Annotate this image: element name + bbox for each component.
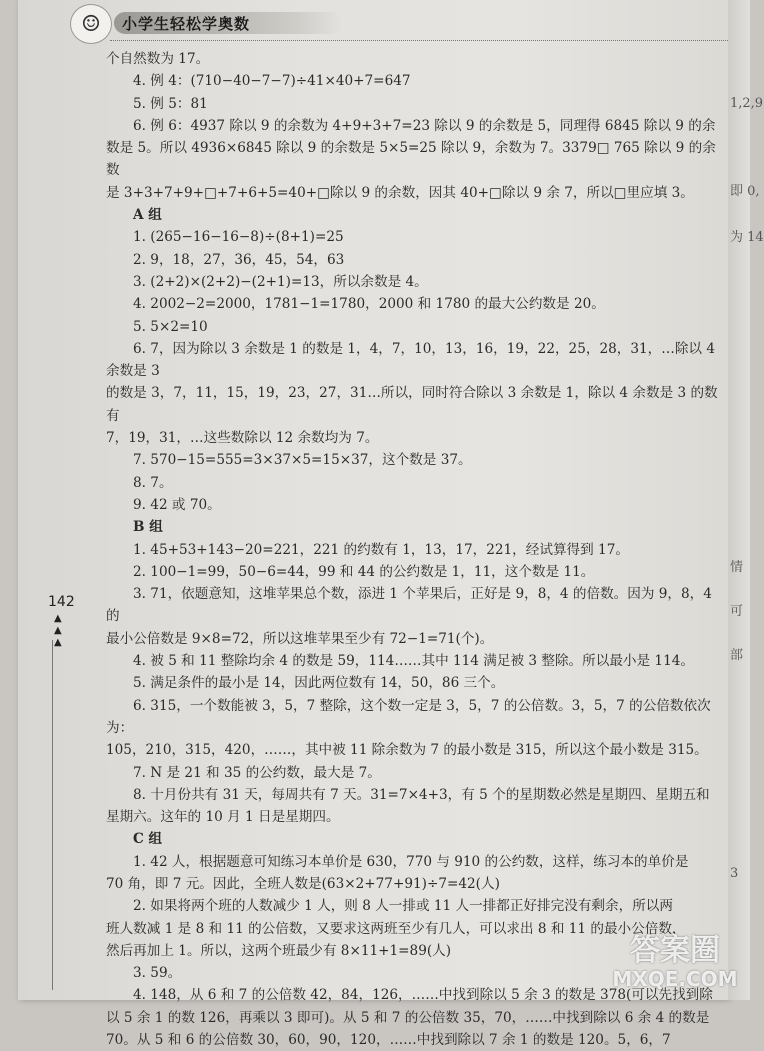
text-line: 5. 例 5：81 bbox=[133, 95, 208, 112]
triangle-icon: ▲ bbox=[54, 625, 62, 636]
section-heading: A 组 bbox=[133, 207, 162, 224]
text-line: 4. 2002−2=2000，1781−1=1780，2000 和 1780 的最大公约数是 20。 bbox=[133, 296, 605, 313]
text-line: 班人数减 1 是 8 和 11 的公倍数，又要求这两班至少有几人，可以求出 8 和 11 的最小公倍数， bbox=[106, 920, 686, 937]
text-line: 4. 148，从 6 和 7 的公倍数 42，84，126，……中找到除以 5 余 3 的数是 378(可以先找到除 bbox=[133, 987, 713, 1004]
watermark bbox=[600, 935, 750, 997]
text-line: 3. 59。 bbox=[133, 965, 182, 982]
text-line: 5. 满足条件的最小是 14，因此两位数有 14，50，86 三个。 bbox=[133, 675, 505, 692]
fragment-text: 情 bbox=[730, 560, 744, 575]
page-number: 142 bbox=[48, 594, 75, 610]
text-line: 是 3+3+7+9+□+7+6+5=40+□除以 9 的余数，因其 40+□除以 9 余 7，所以□里应填 3。 bbox=[106, 184, 694, 201]
watermark-logo-text: 答案圈 bbox=[630, 933, 720, 968]
text-line: 6. 例 6：4937 除以 9 的余数为 4+9+3+7=23 除以 9 的余数是 5，同理得 6845 除以 9 的余 bbox=[133, 117, 716, 134]
text-line: 1. 45+53+143−20=221，221 的约数有 1，13，17，221，经试算得到 17。 bbox=[133, 541, 629, 558]
text-line: 数是 5。所以 4936×6845 除以 9 的余数是 5×5=25 除以 9，余数为 7。3379□ 765 除以 9 的余数 bbox=[106, 140, 716, 179]
fragment-text: 即 0, bbox=[730, 184, 760, 199]
fragment-text: 部 bbox=[730, 648, 744, 663]
text-line: 1. (265−16−16−8)÷(8+1)=25 bbox=[133, 229, 344, 246]
fragment-text: 1,2,9 bbox=[730, 96, 764, 111]
triangle-icon: ▲ bbox=[54, 613, 62, 624]
text-line: 3. 71，依题意知，这堆苹果总个数，添进 1 个苹果后，正好是 9，8，4 的倍数。因为 9，8，4 的 bbox=[106, 586, 712, 625]
section-heading: C 组 bbox=[133, 831, 163, 848]
text-line: 7，19，31，…这些数除以 12 余数均为 7。 bbox=[106, 430, 379, 447]
text-line: 7. 570−15=555=3×37×5=15×37，这个数是 37。 bbox=[133, 452, 472, 469]
text-line: 6. 7，因为除以 3 余数是 1 的数是 1，4，7，10，13，16，19，22，25，28，31，…除以 4 余数是 3 bbox=[106, 340, 715, 380]
text-line: 个自然数为 17。 bbox=[106, 51, 210, 67]
text-line: 2. 如果将两个班的人数减少 1 人，则 8 人一排或 11 人一排都正好排完没有剩余，所以两 bbox=[133, 898, 673, 915]
text-line: 2. 100−1=99，50−6=44，99 和 44 的公约数是 1，11，这个数是 11。 bbox=[133, 563, 595, 580]
text-line: 9. 42 或 70。 bbox=[133, 496, 221, 513]
fragment-text: 为 14 bbox=[730, 230, 764, 245]
text-line: 8. 十月份共有 31 天，每周共有 7 天。31=7×4+3，有 5 个的星期数必然是星期四、星期五和 bbox=[133, 786, 710, 803]
triangle-icon: ▲ bbox=[54, 637, 62, 648]
text-line: 1. 42 人，根据题意可知练习本单价是 630，770 与 910 的公约数，这样，练习本的单价是 bbox=[133, 853, 689, 870]
text-line: 以 5 余 1 的数 126，再乘以 3 即可)。从 5 和 7 的公倍数 35，70，……中找到除以 6 余 4 的数是 bbox=[106, 1009, 710, 1026]
text-line: 7. N 是 21 和 35 的公约数，最大是 7。 bbox=[133, 764, 381, 781]
book-title: 小学生轻松学奥数 bbox=[114, 12, 342, 34]
text-line: 6. 315，一个数能被 3，5，7 整除，这个数一定是 3，5，7 的公倍数。3，5，7 的公倍数依次为： bbox=[106, 697, 711, 736]
text-line: 4. 例 4：(710−40−7−7)÷41×40+7=647 bbox=[133, 73, 411, 90]
fragment-text: 3 bbox=[730, 866, 739, 881]
text-line: 4. 被 5 和 11 整除均余 4 的数是 59，114……其中 114 满足被 3 整除。所以最小是 114。 bbox=[133, 653, 694, 670]
page-header bbox=[70, 4, 740, 38]
text-line: 70。从 5 和 6 的公倍数 30，60，90，120，……中找到除以 7 余 1 的数是 120。5，6，7 bbox=[106, 1032, 671, 1049]
text-line: 的数是 3，7，11，15，19，23，27，31…所以，同时符合除以 3 余数是 1，除以 4 余数是 3 的数有 bbox=[106, 385, 718, 424]
text-line: 最小公倍数是 9×8=72，所以这堆苹果至少有 72−1=71(个)。 bbox=[106, 630, 494, 647]
answer-text bbox=[106, 48, 721, 1051]
text-line: 70 角，即 7 元。因此，全班人数是(63×2+77+91)÷7=42(人) bbox=[106, 875, 500, 892]
section-heading: B 组 bbox=[133, 519, 163, 536]
text-line: 星期六。这年的 10 月 1 日是星期四。 bbox=[106, 809, 340, 826]
text-line: 5. 5×2=10 bbox=[133, 318, 208, 335]
margin-rule bbox=[52, 640, 53, 990]
header-rule bbox=[110, 40, 740, 41]
text-line: 2. 9，18，27，36，45，54，63 bbox=[133, 251, 345, 268]
text-line: 然后再加上 1。所以，这两个班最少有 8×11+1=89(人) bbox=[106, 942, 452, 959]
watermark-url: MXQE.COM bbox=[612, 967, 738, 991]
book-page bbox=[18, 0, 728, 1049]
facing-page-edge bbox=[728, 0, 764, 1000]
text-line: 3. (2+2)×(2+2)−(2+1)=13，所以余数是 4。 bbox=[133, 273, 428, 290]
fragment-text: 可 bbox=[730, 604, 744, 619]
text-line: 8. 7。 bbox=[133, 474, 173, 491]
book-logo: ☺ bbox=[70, 4, 112, 44]
text-line: 105，210，315，420，……，其中被 11 除余数为 7 的最小数是 315，所以这个最小数是 315。 bbox=[106, 742, 708, 759]
